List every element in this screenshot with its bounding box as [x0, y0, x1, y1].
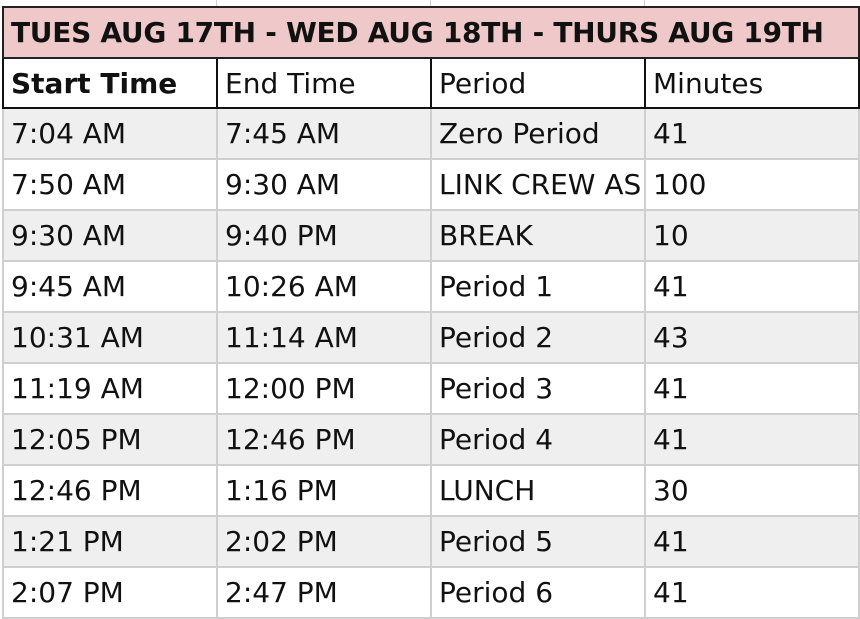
end-time-cell[interactable]: 9:40 PM — [217, 210, 431, 261]
end-time-cell[interactable]: 1:16 PM — [217, 465, 431, 516]
title-row — [3, 7, 859, 58]
start-time-cell[interactable]: 11:19 AM — [3, 363, 217, 414]
table-row — [3, 363, 859, 414]
start-time-cell[interactable]: 12:05 PM — [3, 414, 217, 465]
header-start-time[interactable]: Start Time — [3, 58, 217, 108]
table-row — [3, 516, 859, 567]
end-time-cell[interactable]: 12:00 PM — [217, 363, 431, 414]
header-end-time[interactable]: End Time — [217, 58, 431, 108]
minutes-cell[interactable]: 30 — [645, 465, 859, 516]
table-row — [3, 159, 859, 210]
start-time-cell[interactable]: 7:50 AM — [3, 159, 217, 210]
table-row — [3, 567, 859, 618]
table-row — [3, 210, 859, 261]
table-row — [3, 261, 859, 312]
minutes-cell[interactable]: 41 — [645, 516, 859, 567]
minutes-cell[interactable]: 41 — [645, 363, 859, 414]
minutes-cell[interactable]: 10 — [645, 210, 859, 261]
end-time-cell[interactable]: 2:02 PM — [217, 516, 431, 567]
start-time-cell[interactable]: 12:46 PM — [3, 465, 217, 516]
schedule-table — [2, 6, 860, 619]
table-row — [3, 108, 859, 159]
period-cell[interactable]: LUNCH — [431, 465, 645, 516]
schedule-title-cell[interactable]: TUES AUG 17TH - WED AUG 18TH - THURS AUG 19TH — [3, 7, 859, 58]
table-row — [3, 465, 859, 516]
end-time-cell[interactable]: 11:14 AM — [217, 312, 431, 363]
period-cell[interactable]: Period 6 — [431, 567, 645, 618]
minutes-cell[interactable]: 100 — [645, 159, 859, 210]
end-time-cell[interactable]: 7:45 AM — [217, 108, 431, 159]
start-time-cell[interactable]: 2:07 PM — [3, 567, 217, 618]
minutes-cell[interactable]: 41 — [645, 108, 859, 159]
period-cell[interactable]: LINK CREW AS — [431, 159, 645, 210]
start-time-cell[interactable]: 10:31 AM — [3, 312, 217, 363]
period-cell[interactable]: Period 3 — [431, 363, 645, 414]
end-time-cell[interactable]: 2:47 PM — [217, 567, 431, 618]
end-time-cell[interactable]: 12:46 PM — [217, 414, 431, 465]
minutes-cell[interactable]: 41 — [645, 261, 859, 312]
minutes-cell[interactable]: 43 — [645, 312, 859, 363]
end-time-cell[interactable]: 9:30 AM — [217, 159, 431, 210]
header-period[interactable]: Period — [431, 58, 645, 108]
period-cell[interactable]: Zero Period — [431, 108, 645, 159]
start-time-cell[interactable]: 9:30 AM — [3, 210, 217, 261]
end-time-cell[interactable]: 10:26 AM — [217, 261, 431, 312]
start-time-cell[interactable]: 1:21 PM — [3, 516, 217, 567]
start-time-cell[interactable]: 7:04 AM — [3, 108, 217, 159]
period-cell[interactable]: BREAK — [431, 210, 645, 261]
table-row — [3, 414, 859, 465]
period-cell[interactable]: Period 2 — [431, 312, 645, 363]
table-row — [3, 312, 859, 363]
minutes-cell[interactable]: 41 — [645, 414, 859, 465]
period-cell[interactable]: Period 5 — [431, 516, 645, 567]
period-cell[interactable]: Period 4 — [431, 414, 645, 465]
period-cell[interactable]: Period 1 — [431, 261, 645, 312]
minutes-cell[interactable]: 41 — [645, 567, 859, 618]
header-minutes[interactable]: Minutes — [645, 58, 859, 108]
start-time-cell[interactable]: 9:45 AM — [3, 261, 217, 312]
header-row — [3, 58, 859, 108]
